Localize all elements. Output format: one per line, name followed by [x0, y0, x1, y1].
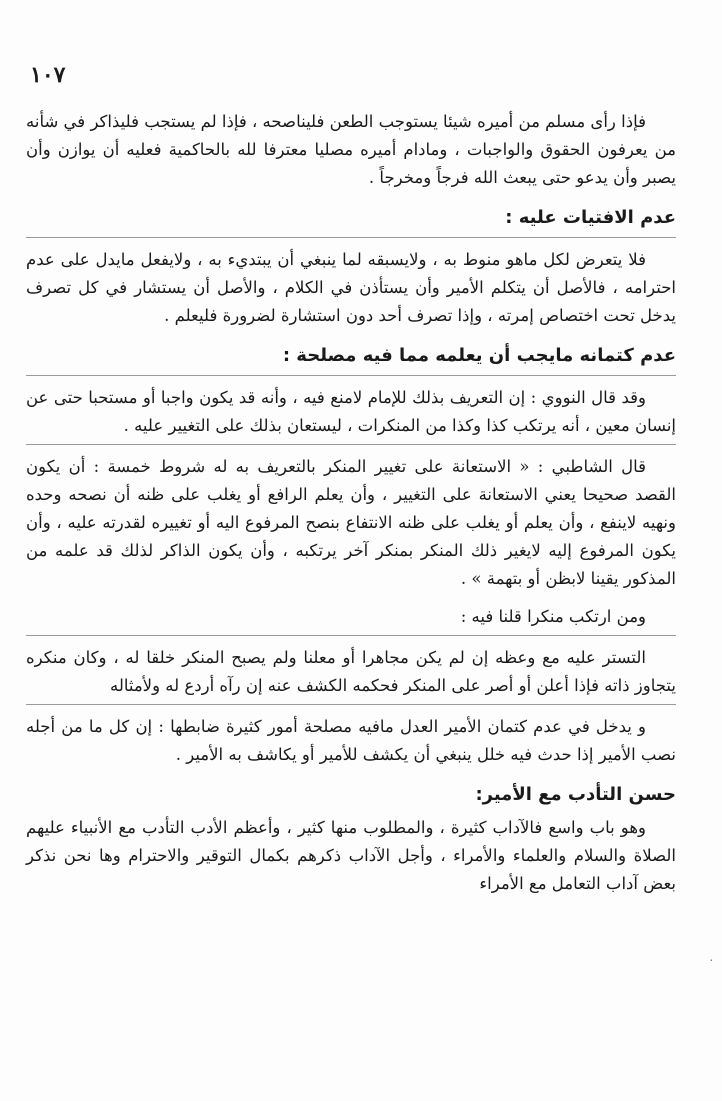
heading-no-overstepping: عدم الافتيات عليه : — [505, 207, 676, 228]
heading-divider — [26, 375, 676, 376]
paragraph-intro: فإذا رأى مسلم من أميره شيئا يستوجب الطعن فليناصحه ، فإذا لم يستجب فليذاكر في شأنه من يعرفون الحقوق والواجبات ، ومادام أميره مصليا معترفا لله بالحاكمية فعليه أن يوازن وأن يصبر وأن يدعو حتى يبعث الله فرجاً ومخرجاً . — [26, 112, 676, 187]
paragraph-wrongdoer: ومن ارتكب منكرا قلنا فيه : — [460, 607, 646, 626]
page-number: ١٠٧ — [30, 62, 66, 88]
paragraph-divider — [26, 635, 676, 636]
paragraph-concealment: التستر عليه مع وعظه إن لم يكن مجاهرا أو معلنا ولم يصبح المنكر خلقا له ، وكان منكره يتجاوز ذاته فإذا أعلن أو أصر على المنكر فحكمه الكشف عنه إن رآه أردع له ولأمثاله — [26, 648, 676, 695]
paragraph-shatibi-quote: قال الشاطبي : « الاستعانة على تغيير المنكر بالتعريف به له شروط خمسة : أن يكون القصد صحيحا يعني الاستعانة على التغيير ، وأن يعلم الرافع أو يغلب على ظنه أن نصحه وحده ونهيه لاينفع ، وأن يعلم أو يغلب على ظنه الانتفاع بنصح المرفوع اليه أو تغييره لقدرته عليه ، وأن يكون المرفوع إليه لايغير ذلك المنكر بمنكر آخر يرتكبه ، وأن يكون الذاكر لذلك قد علمه من المذكور يقينا لابظن أو بتهمة » . — [26, 457, 676, 588]
margin-mark: ٠ — [708, 955, 714, 966]
paragraph-good-manners: وهو باب واسع فالآداب كثيرة ، والمطلوب منها كثير ، وأعظم الأدب التأدب مع الأنبياء عليهم الصلاة والسلام والعلماء والأمراء ، وأجل الآداب ذكرهم بكمال التوقير والاحترام وها نحن نذكر بعض آداب التعامل مع الأمراء — [26, 818, 676, 893]
heading-good-manners: حسن التأدب مع الأمير: — [475, 784, 676, 805]
page-body — [26, 108, 676, 898]
paragraph-divider — [26, 704, 676, 705]
paragraph-divider — [26, 444, 676, 445]
paragraph-no-overstepping: فلا يتعرض لكل ماهو منوط به ، ولايسبقه لما ينبغي أن يبتديء به ، ولايفعل مايدل على عدم احترامه ، فالأصل أن يتكلم الأمير وأن يستأذن في الكلام ، والأصل أن يستشار في كل تصرف يدخل تحت اختصاص إمرته ، وإذا تصرف أحد دون استشارة لضرورة فليعلم . — [26, 250, 676, 325]
heading-divider — [26, 237, 676, 238]
paragraph-just-emir: و يدخل في عدم كتمان الأمير العدل مافيه مصلحة أمور كثيرة ضابطها : إن كل ما من أجله نصب الأمير إذا حدث فيه خلل ينبغي أن يكشف للأمير أو يكاشف به الأمير . — [26, 717, 676, 764]
heading-not-concealing: عدم كتمانه مايجب أن يعلمه مما فيه مصلحة : — [282, 345, 676, 366]
paragraph-nawawi-quote: وقد قال النووي : إن التعريف بذلك للإمام لامنع فيه ، وأنه قد يكون واجبا أو مستحبا حتى عن إنسان معين ، أنه يرتكب كذا وكذا من المنكرات ، ليستعان بذلك على التغيير عليه . — [26, 388, 676, 435]
